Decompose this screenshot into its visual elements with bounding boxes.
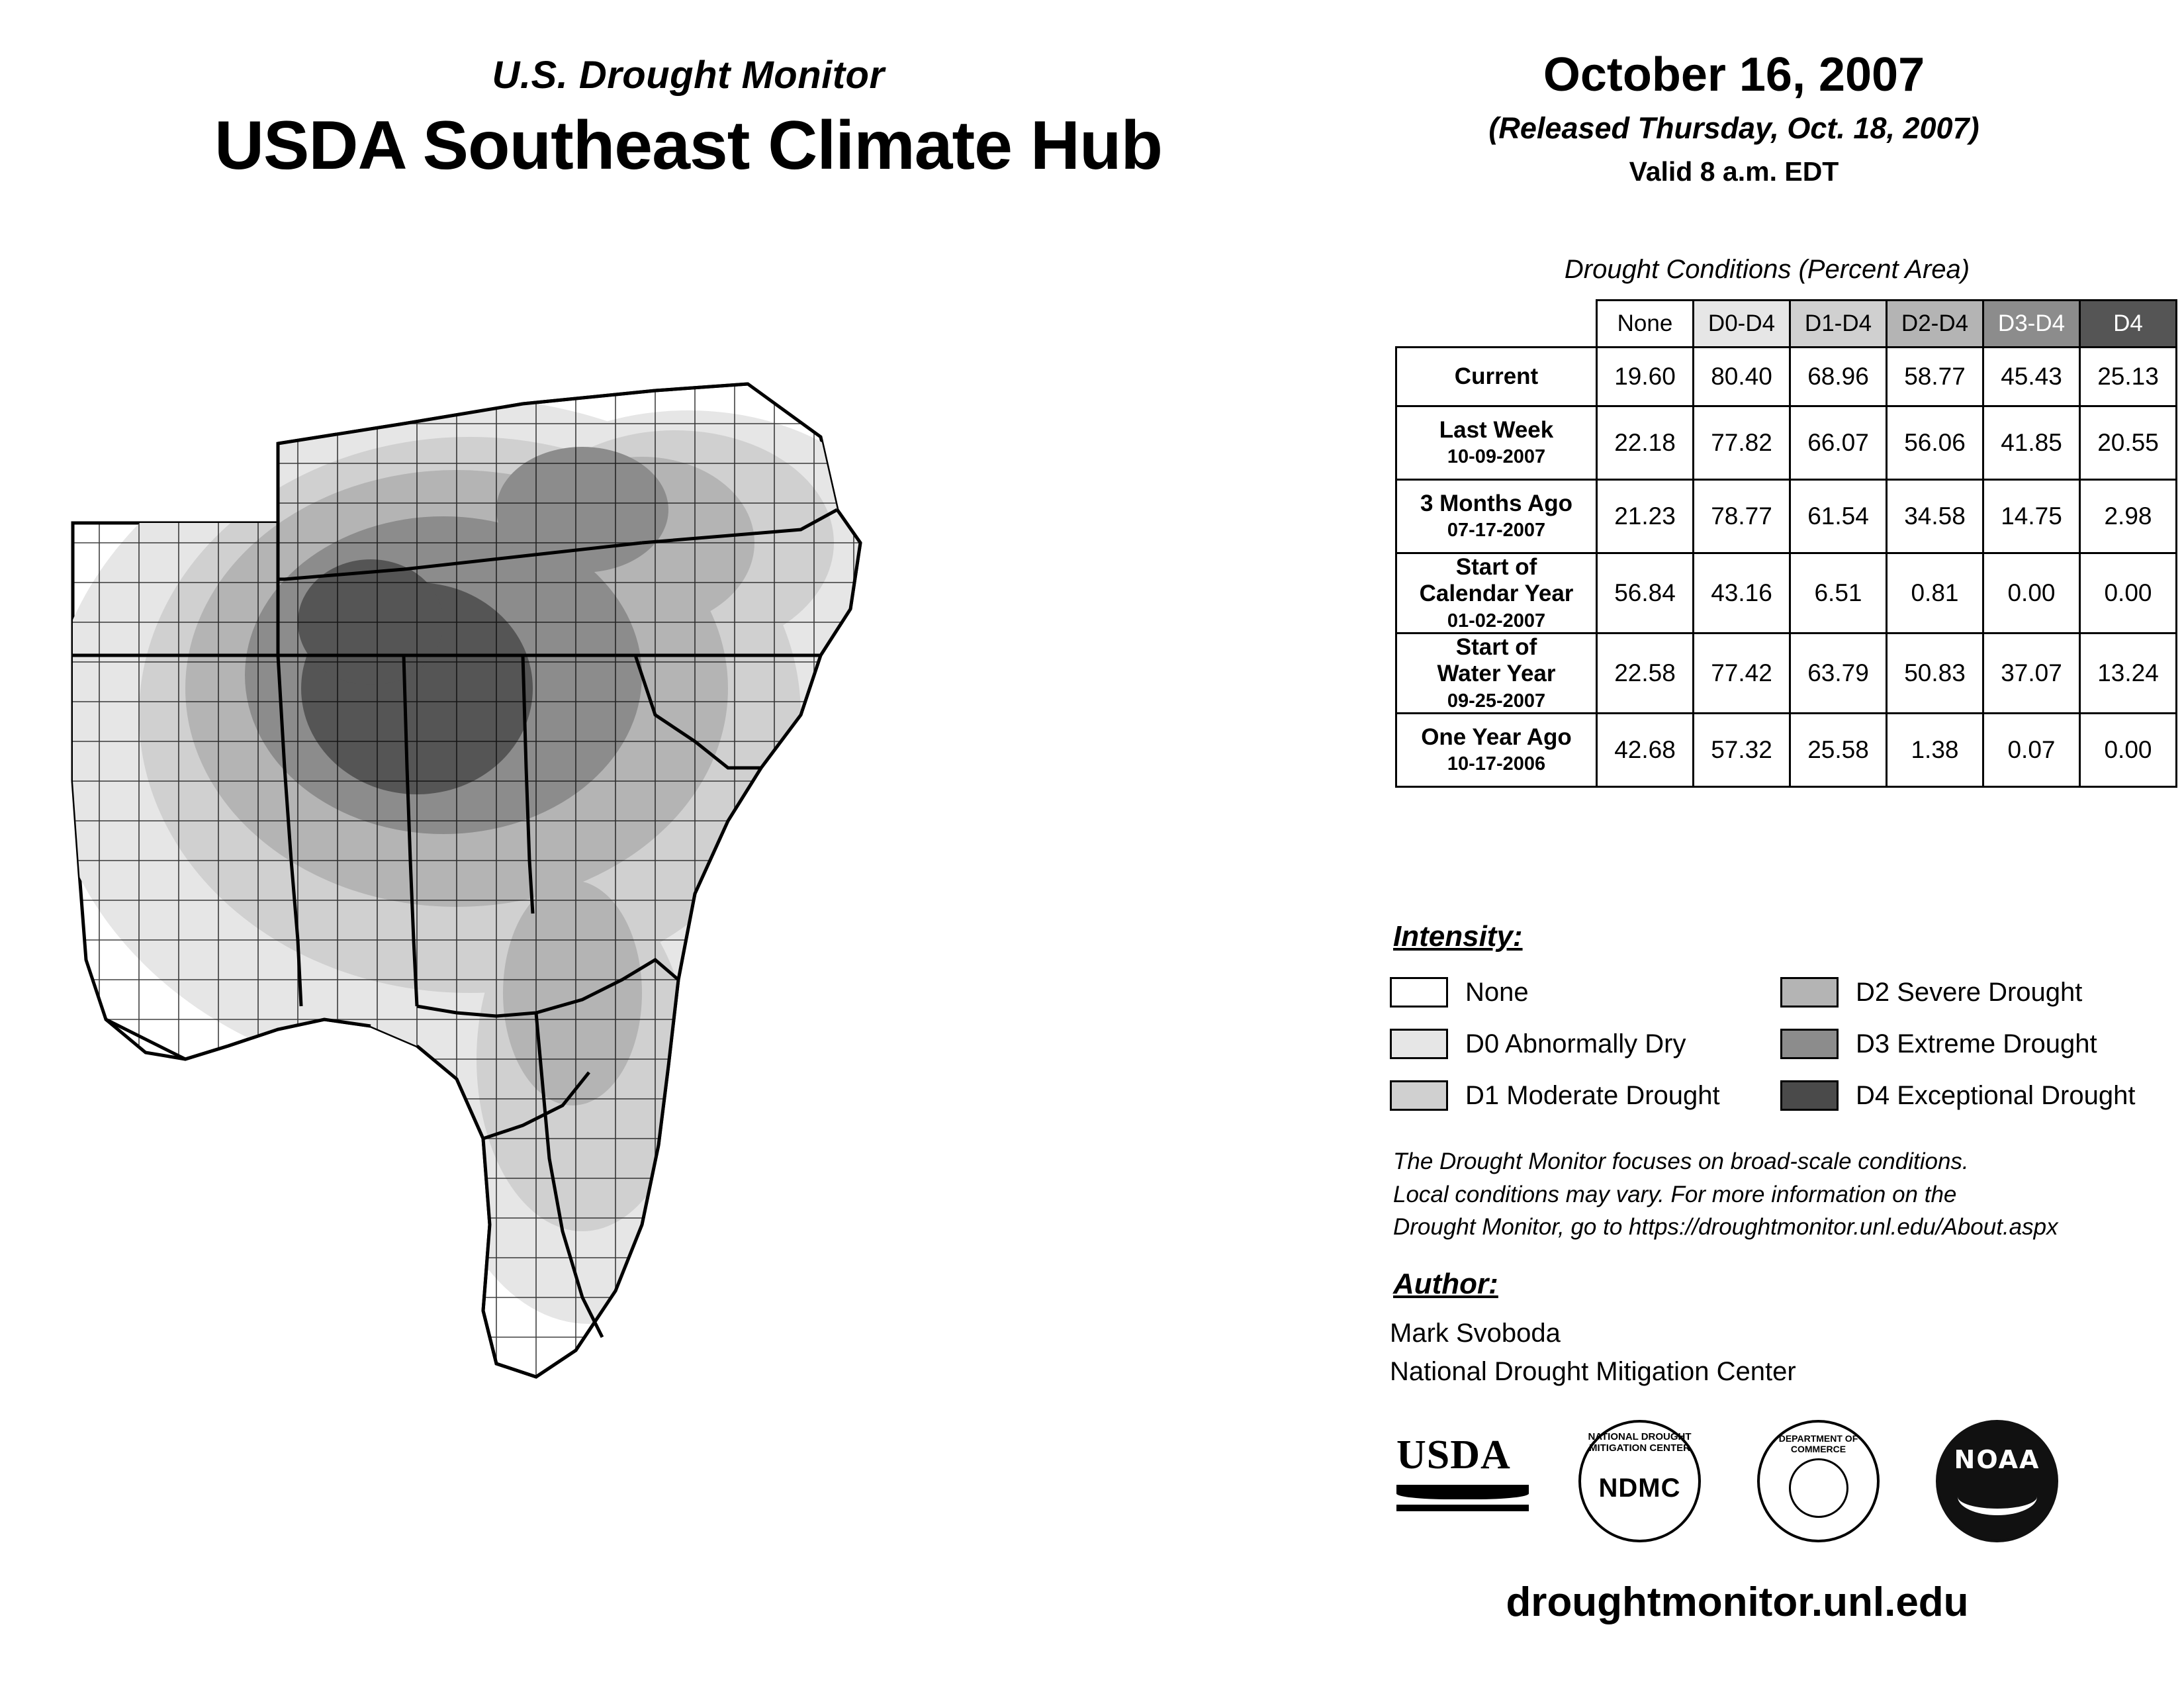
ndmc-logo: [1578, 1420, 1701, 1542]
doc-seal-icon: [1789, 1458, 1848, 1518]
legend-label-d2: D2 Severe Drought: [1856, 977, 2083, 1007]
usda-logo-bar-icon: [1396, 1505, 1529, 1511]
cell-calyear-d0d4: 43.16: [1694, 553, 1790, 633]
row-label-date: 10-17-2006: [1447, 753, 1546, 775]
legend-label-d4: D4 Exceptional Drought: [1856, 1080, 2136, 1110]
row-label-main: One Year Ago: [1421, 724, 1572, 751]
usda-logo-text: USDA: [1396, 1432, 1511, 1477]
cell-oneyear-d2d4: 1.38: [1887, 714, 1983, 787]
map-date: October 16, 2007: [1543, 48, 1925, 101]
author-name: Mark Svoboda: [1390, 1319, 1561, 1348]
row-label-main: Last Week: [1439, 417, 1554, 444]
table-row: [1396, 553, 2177, 633]
header-left: [40, 53, 1337, 185]
ndmc-logo-text: NDMC: [1598, 1474, 1681, 1503]
cell-3months-d0d4: 78.77: [1694, 480, 1790, 553]
column-header-d4: D4: [2080, 301, 2177, 348]
row-label-date: 01-02-2007: [1447, 610, 1546, 632]
column-header-d3-d4: D3-D4: [1983, 301, 2080, 348]
drought-map[interactable]: [60, 344, 1317, 1589]
disclaimer-line-3: Drought Monitor, go to https://droughtmonitor.unl.edu/About.aspx: [1393, 1214, 2058, 1241]
swatch-d3-icon: [1780, 1029, 1839, 1059]
cell-current-d0d4: 80.40: [1694, 348, 1790, 406]
cell-lastweek-none: 22.18: [1597, 406, 1694, 480]
ndmc-ring-top-text: NATIONAL DROUGHT MITIGATION CENTER: [1588, 1431, 1692, 1454]
header-right: [1324, 48, 2144, 187]
cell-wateryear-d2d4: 50.83: [1887, 633, 1983, 714]
table-row: [1396, 633, 2177, 714]
noaa-logo: [1936, 1420, 2058, 1542]
row-label-main: Current: [1454, 363, 1539, 389]
cell-3months-d1d4: 61.54: [1790, 480, 1887, 553]
swatch-none-icon: [1390, 977, 1448, 1008]
author-block: [1390, 1314, 1796, 1391]
cell-lastweek-d4: 20.55: [2080, 406, 2177, 480]
cell-current-none: 19.60: [1597, 348, 1694, 406]
swatch-d1-icon: [1390, 1080, 1448, 1111]
table-row: [1396, 406, 2177, 480]
legend-label-none: None: [1465, 977, 1529, 1007]
page-title: USDA Southeast Climate Hub: [214, 107, 1163, 184]
column-header-d0-d4: D0-D4: [1694, 301, 1790, 348]
logo-row: [1390, 1420, 2164, 1552]
cell-oneyear-d1d4: 25.58: [1790, 714, 1887, 787]
cell-calyear-d3d4: 0.00: [1983, 553, 2080, 633]
swatch-d4-icon: [1780, 1080, 1839, 1111]
row-label-3-months-ago: [1396, 480, 1597, 553]
doc-logo: [1757, 1420, 1880, 1542]
legend-column-left: [1390, 966, 1720, 1121]
cell-3months-none: 21.23: [1597, 480, 1694, 553]
cell-wateryear-d1d4: 63.79: [1790, 633, 1887, 714]
legend-item-d0: [1390, 1018, 1720, 1070]
cell-current-d1d4: 68.96: [1790, 348, 1887, 406]
disclaimer-line-1: The Drought Monitor focuses on broad-scale conditions.: [1393, 1149, 1969, 1174]
map-svg: [60, 344, 1317, 1589]
cell-wateryear-d0d4: 77.42: [1694, 633, 1790, 714]
cell-calyear-none: 56.84: [1597, 553, 1694, 633]
cell-lastweek-d2d4: 56.06: [1887, 406, 1983, 480]
table-row: [1396, 480, 2177, 553]
drought-conditions-table: [1395, 299, 2177, 788]
cell-wateryear-d3d4: 37.07: [1983, 633, 2080, 714]
cell-wateryear-d4: 13.24: [2080, 633, 2177, 714]
swatch-d2-icon: [1780, 977, 1839, 1008]
row-label-main: Start of Calendar Year: [1419, 554, 1574, 607]
table-caption: Drought Conditions (Percent Area): [1564, 255, 1970, 284]
cell-oneyear-d3d4: 0.07: [1983, 714, 2080, 787]
noaa-logo-text: NOAA: [1954, 1445, 2040, 1474]
swatch-d0-icon: [1390, 1029, 1448, 1059]
cell-oneyear-none: 42.68: [1597, 714, 1694, 787]
cell-lastweek-d1d4: 66.07: [1790, 406, 1887, 480]
row-label-main: Start of Water Year: [1437, 634, 1556, 687]
row-label-date: 07-17-2007: [1447, 520, 1546, 541]
row-label-date: 09-25-2007: [1447, 690, 1546, 712]
legend-item-d2: [1780, 966, 2135, 1018]
column-header-none: None: [1597, 301, 1694, 348]
cell-current-d3d4: 45.43: [1983, 348, 2080, 406]
cell-3months-d4: 2.98: [2080, 480, 2177, 553]
row-label-current: [1396, 348, 1597, 406]
cell-wateryear-none: 22.58: [1597, 633, 1694, 714]
cell-current-d2d4: 58.77: [1887, 348, 1983, 406]
disclaimer-line-2: Local conditions may vary. For more information on the: [1393, 1181, 1957, 1207]
table-corner-cell: [1396, 301, 1597, 348]
noaa-swoosh-icon: [1958, 1478, 2037, 1515]
cell-lastweek-d0d4: 77.82: [1694, 406, 1790, 480]
legend-item-d1: [1390, 1070, 1720, 1121]
cell-oneyear-d4: 0.00: [2080, 714, 2177, 787]
row-label-date: 10-09-2007: [1447, 446, 1546, 468]
legend-column-right: [1780, 966, 2135, 1121]
cell-3months-d3d4: 14.75: [1983, 480, 2080, 553]
column-header-d2-d4: D2-D4: [1887, 301, 1983, 348]
legend-label-d3: D3 Extreme Drought: [1856, 1029, 2097, 1058]
row-label-start-water-year: [1396, 633, 1597, 714]
column-header-d1-d4: D1-D4: [1790, 301, 1887, 348]
table-row: [1396, 348, 2177, 406]
valid-time: Valid 8 a.m. EDT: [1629, 156, 1839, 187]
cell-calyear-d1d4: 6.51: [1790, 553, 1887, 633]
release-date: (Released Thursday, Oct. 18, 2007): [1488, 111, 1979, 145]
header-subtitle: U.S. Drought Monitor: [492, 54, 885, 97]
row-label-start-calendar-year: [1396, 553, 1597, 633]
legend-item-d3: [1780, 1018, 2135, 1070]
usda-logo: [1396, 1420, 1549, 1542]
author-heading: Author:: [1393, 1268, 1498, 1300]
doc-ring-top-text: DEPARTMENT OF COMMERCE: [1778, 1433, 1858, 1455]
cell-lastweek-d3d4: 41.85: [1983, 406, 2080, 480]
intensity-heading: Intensity:: [1393, 920, 1523, 953]
legend-label-d0: D0 Abnormally Dry: [1465, 1029, 1686, 1058]
site-url[interactable]: droughtmonitor.unl.edu: [1506, 1579, 1969, 1625]
row-label-one-year-ago: [1396, 714, 1597, 787]
cell-current-d4: 25.13: [2080, 348, 2177, 406]
legend-item-none: [1390, 966, 1720, 1018]
cell-calyear-d4: 0.00: [2080, 553, 2177, 633]
row-label-main: 3 Months Ago: [1420, 491, 1573, 517]
cell-3months-d2d4: 34.58: [1887, 480, 1983, 553]
table-row: [1396, 714, 2177, 787]
disclaimer-text: [1393, 1145, 2174, 1244]
cell-calyear-d2d4: 0.81: [1887, 553, 1983, 633]
legend-label-d1: D1 Moderate Drought: [1465, 1080, 1720, 1110]
author-org: National Drought Mitigation Center: [1390, 1357, 1796, 1386]
cell-oneyear-d0d4: 57.32: [1694, 714, 1790, 787]
usda-logo-swoosh-icon: [1396, 1485, 1529, 1499]
row-label-last-week: [1396, 406, 1597, 480]
table-header-row: [1396, 301, 2177, 348]
legend-item-d4: [1780, 1070, 2135, 1121]
